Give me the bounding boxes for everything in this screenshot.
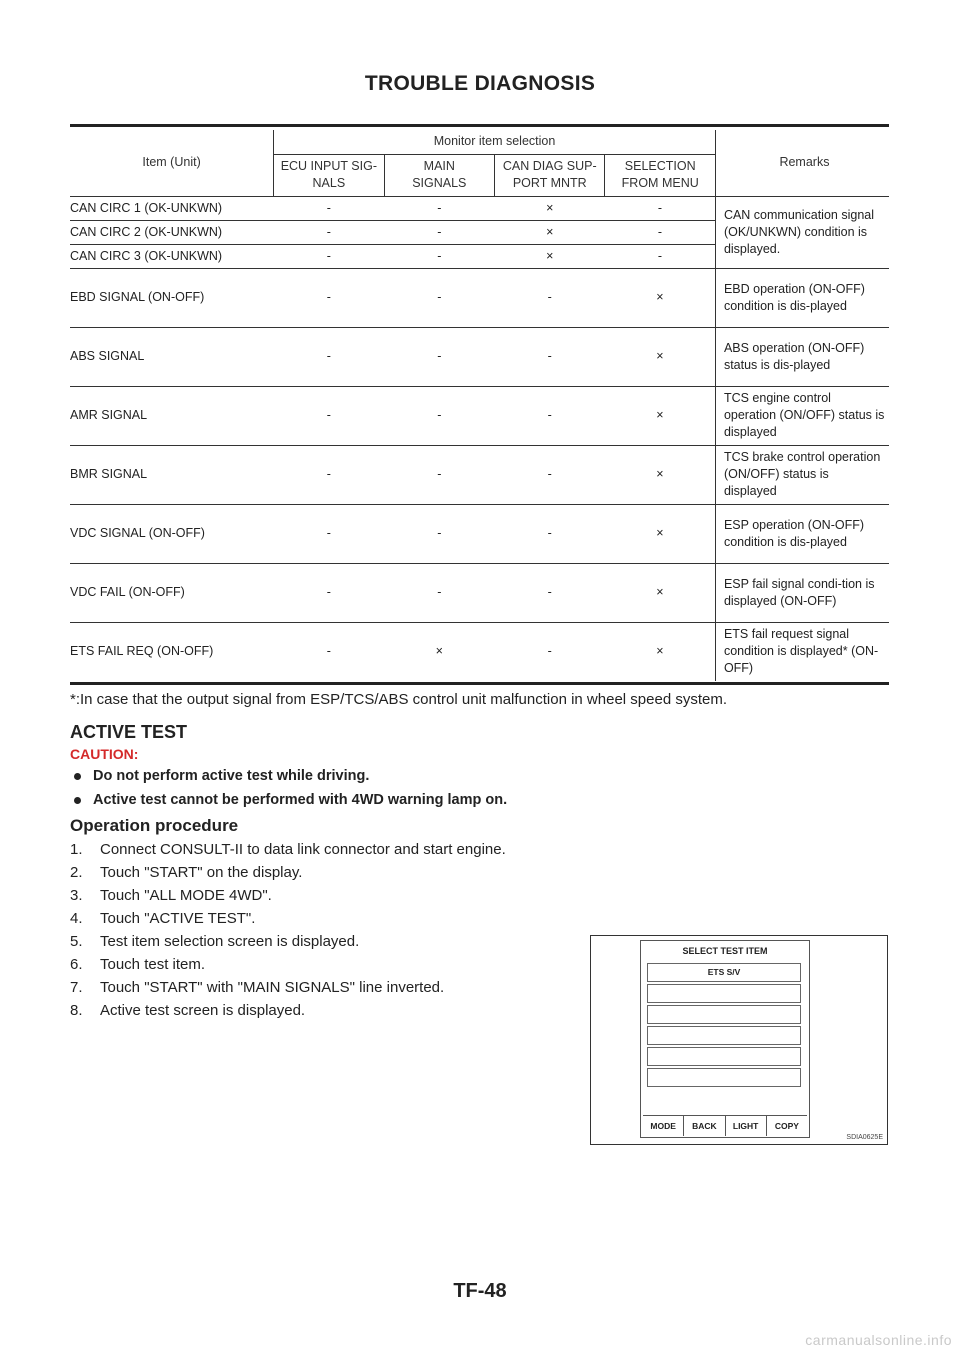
row-cell: - bbox=[384, 327, 494, 386]
row-remark: EBD operation (ON-OFF) condition is dis-played bbox=[715, 268, 889, 327]
row-cell: × bbox=[495, 244, 605, 268]
row-item: CAN CIRC 2 (OK-UNKWN) bbox=[70, 220, 274, 244]
watermark: carmanualsonline.info bbox=[805, 1332, 952, 1348]
row-cell: × bbox=[605, 445, 715, 504]
row-cell: - bbox=[274, 327, 384, 386]
step-number: 6. bbox=[70, 956, 83, 973]
page-title: TROUBLE DIAGNOSIS bbox=[364, 72, 596, 95]
step-text: Connect CONSULT-II to data link connector and start engine. bbox=[100, 841, 506, 858]
step-item bbox=[70, 953, 506, 976]
bullet-icon bbox=[74, 773, 81, 780]
mode-button[interactable]: MODE bbox=[650, 1121, 676, 1131]
row-cell: - bbox=[495, 268, 605, 327]
step-text: Touch "START" with "MAIN SIGNALS" line inverted. bbox=[100, 979, 445, 996]
row-cell: - bbox=[384, 386, 494, 445]
table-row bbox=[70, 504, 889, 563]
test-item-row[interactable] bbox=[647, 1005, 801, 1024]
step-number: 2. bbox=[70, 864, 83, 881]
row-cell: × bbox=[605, 504, 715, 563]
row-cell: - bbox=[605, 196, 715, 220]
row-cell: - bbox=[384, 196, 494, 220]
row-cell: × bbox=[605, 563, 715, 622]
row-cell: × bbox=[495, 196, 605, 220]
step-text: Touch "ACTIVE TEST". bbox=[100, 910, 256, 927]
row-cell: - bbox=[384, 220, 494, 244]
step-item bbox=[70, 999, 506, 1022]
test-item-row[interactable] bbox=[647, 1068, 801, 1087]
table-row bbox=[70, 327, 889, 386]
step-item bbox=[70, 838, 506, 861]
caution-list bbox=[70, 764, 507, 812]
step-text: Touch "START" on the display. bbox=[100, 864, 303, 881]
row-remark: ABS operation (ON-OFF) status is dis-played bbox=[715, 327, 889, 386]
table-row bbox=[70, 563, 889, 622]
test-item-row[interactable] bbox=[647, 984, 801, 1003]
step-item bbox=[70, 976, 506, 999]
row-item: CAN CIRC 1 (OK-UNKWN) bbox=[70, 196, 274, 220]
table-footnote: *:In case that the output signal from ESP/TCS/ABS control unit malfunction in wheel speed system. bbox=[70, 691, 727, 708]
row-remark: ESP fail signal condi-tion is displayed (ON-OFF) bbox=[715, 563, 889, 622]
row-remark: ESP operation (ON-OFF) condition is dis-played bbox=[715, 504, 889, 563]
caution-label: CAUTION: bbox=[70, 746, 139, 762]
header-item-unit: Item (Unit) bbox=[142, 155, 201, 170]
step-item bbox=[70, 930, 506, 953]
header-col-ecu-input: ECU INPUT SIG- NALS bbox=[274, 154, 384, 196]
row-remark: TCS engine control operation (ON/OFF) status is displayed bbox=[715, 386, 889, 445]
active-test-heading: ACTIVE TEST bbox=[70, 722, 188, 742]
header-col-selection-menu: SELECTION FROM MENU bbox=[605, 154, 715, 196]
row-cell: - bbox=[495, 327, 605, 386]
row-cell: - bbox=[274, 196, 384, 220]
table-row bbox=[70, 386, 889, 445]
row-cell: × bbox=[605, 622, 715, 681]
monitor-item-table bbox=[70, 130, 889, 681]
row-cell: - bbox=[274, 268, 384, 327]
consult-screen-figure bbox=[590, 935, 888, 1145]
header-col-can-diag: CAN DIAG SUP- PORT MNTR bbox=[495, 154, 605, 196]
table-bottom-rule bbox=[70, 682, 889, 685]
row-cell: × bbox=[384, 622, 494, 681]
row-cell: - bbox=[605, 220, 715, 244]
step-item bbox=[70, 884, 506, 907]
test-item-row[interactable] bbox=[647, 1047, 801, 1066]
step-number: 8. bbox=[70, 1002, 83, 1019]
caution-item bbox=[70, 764, 507, 788]
row-cell: × bbox=[605, 268, 715, 327]
step-text: Active test screen is displayed. bbox=[100, 1002, 306, 1019]
screen-title: SELECT TEST ITEM bbox=[682, 946, 768, 956]
operation-steps bbox=[70, 838, 506, 1022]
row-remark: ETS fail request signal condition is displayed* (ON-OFF) bbox=[715, 622, 889, 681]
step-item bbox=[70, 861, 506, 884]
row-cell: - bbox=[274, 504, 384, 563]
back-button[interactable]: BACK bbox=[683, 1116, 724, 1136]
caution-text: Active test cannot be performed with 4WD warning lamp on. bbox=[93, 792, 508, 808]
row-cell: × bbox=[605, 386, 715, 445]
row-cell: - bbox=[384, 268, 494, 327]
row-cell: - bbox=[274, 386, 384, 445]
row-cell: - bbox=[605, 244, 715, 268]
table-row bbox=[70, 445, 889, 504]
step-number: 1. bbox=[70, 841, 83, 858]
row-item: ABS SIGNAL bbox=[70, 327, 274, 386]
row-cell: - bbox=[495, 445, 605, 504]
table-top-rule bbox=[70, 124, 889, 127]
page-number: TF-48 bbox=[453, 1280, 507, 1302]
operation-heading: Operation procedure bbox=[70, 816, 239, 835]
caution-item bbox=[70, 788, 507, 812]
step-text: Touch test item. bbox=[100, 956, 206, 973]
row-cell: - bbox=[384, 504, 494, 563]
row-item: ETS FAIL REQ (ON-OFF) bbox=[70, 622, 274, 681]
row-cell: × bbox=[495, 220, 605, 244]
row-cell: - bbox=[495, 386, 605, 445]
figure-code: SDIA0625E bbox=[846, 1134, 883, 1141]
row-cell: - bbox=[384, 445, 494, 504]
light-button[interactable]: LIGHT bbox=[725, 1116, 766, 1136]
step-text: Test item selection screen is displayed. bbox=[100, 933, 360, 950]
screen-button-bar bbox=[643, 1115, 807, 1136]
table-row bbox=[70, 622, 889, 681]
step-item bbox=[70, 907, 506, 930]
row-item: BMR SIGNAL bbox=[70, 445, 274, 504]
row-cell: - bbox=[495, 504, 605, 563]
table-row bbox=[70, 268, 889, 327]
step-text: Touch "ALL MODE 4WD". bbox=[100, 887, 272, 904]
row-cell: - bbox=[274, 622, 384, 681]
row-cell: - bbox=[384, 563, 494, 622]
can-remark: CAN communication signal (OK/UNKWN) condition is displayed. bbox=[715, 196, 889, 268]
caution-text: Do not perform active test while driving. bbox=[93, 768, 370, 784]
row-item: VDC FAIL (ON-OFF) bbox=[70, 563, 274, 622]
bullet-icon bbox=[74, 797, 81, 804]
row-cell: - bbox=[274, 445, 384, 504]
row-item: CAN CIRC 3 (OK-UNKWN) bbox=[70, 244, 274, 268]
row-cell: × bbox=[605, 327, 715, 386]
row-cell: - bbox=[495, 563, 605, 622]
row-item: VDC SIGNAL (ON-OFF) bbox=[70, 504, 274, 563]
row-cell: - bbox=[495, 622, 605, 681]
header-remarks: Remarks bbox=[715, 130, 889, 196]
row-cell: - bbox=[384, 244, 494, 268]
test-item-row[interactable] bbox=[647, 1026, 801, 1045]
row-cell: - bbox=[274, 563, 384, 622]
row-cell: - bbox=[274, 220, 384, 244]
header-col-main-signals: MAIN SIGNALS bbox=[384, 154, 494, 196]
step-number: 5. bbox=[70, 933, 83, 950]
test-item-row[interactable]: ETS S/V bbox=[647, 963, 801, 982]
row-cell: - bbox=[274, 244, 384, 268]
step-number: 7. bbox=[70, 979, 83, 996]
row-item: EBD SIGNAL (ON-OFF) bbox=[70, 268, 274, 327]
step-number: 4. bbox=[70, 910, 83, 927]
table-row bbox=[70, 196, 889, 220]
step-number: 3. bbox=[70, 887, 83, 904]
header-monitor-group: Monitor item selection bbox=[274, 130, 716, 154]
row-remark: TCS brake control operation (ON/OFF) status is displayed bbox=[715, 445, 889, 504]
row-item: AMR SIGNAL bbox=[70, 386, 274, 445]
consult-screen bbox=[640, 940, 810, 1138]
copy-button[interactable]: COPY bbox=[766, 1116, 807, 1136]
